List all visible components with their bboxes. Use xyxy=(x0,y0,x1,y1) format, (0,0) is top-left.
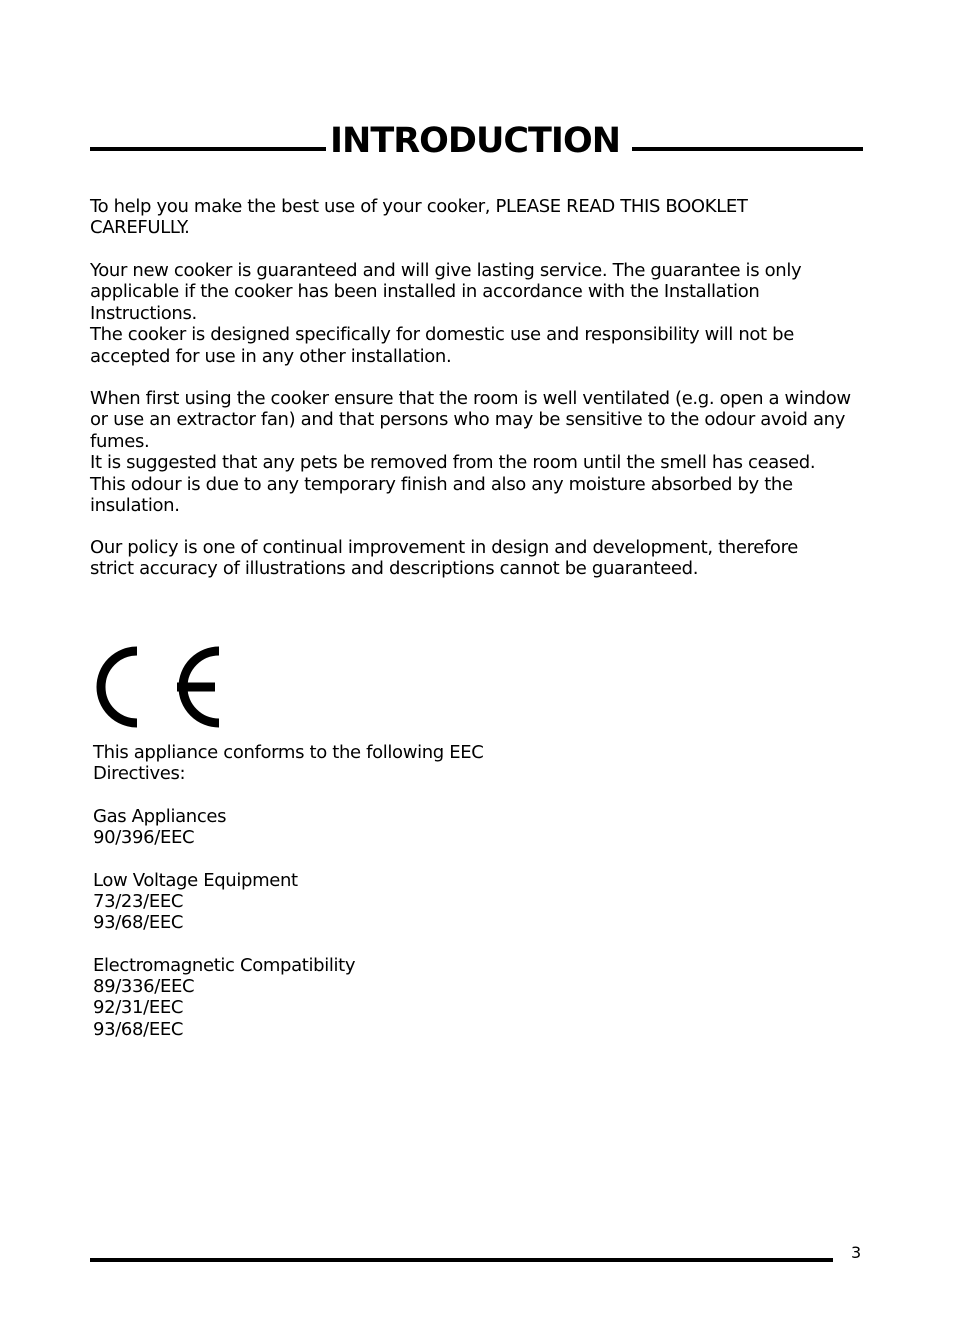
footer-rule xyxy=(90,1258,833,1262)
directive-codes: 90/396/EEC xyxy=(93,827,195,848)
intro-paragraph-guarantee: Your new cooker is guaranteed and will give lasting service. The guarantee is only applicable if the cooker has been installed in accordance with the Installation Instructions. The cooker is designed specifically for domestic use and responsibility will not be accepted for use in any other installation. xyxy=(90,260,802,367)
conformity-intro: This appliance conforms to the following EEC Directives: xyxy=(93,742,484,785)
page-number: 3 xyxy=(851,1243,862,1262)
directive-group-name: Electromagnetic Compatibility xyxy=(93,955,356,976)
directive-group-name: Gas Appliances xyxy=(93,806,227,827)
intro-paragraph-read-booklet: To help you make the best use of your cooker, PLEASE READ THIS BOOKLET CAREFULLY. xyxy=(90,196,748,239)
page-title: INTRODUCTION xyxy=(330,121,620,161)
directive-codes: 89/336/EEC 92/31/EEC 93/68/EEC xyxy=(93,976,195,1040)
title-rule-left xyxy=(90,147,326,151)
intro-paragraph-first-use: When first using the cooker ensure that the room is well ventilated (e.g. open a window or use an extractor fan) and that persons who may be sensitive to the odour avoid any fumes. It is suggested that any pets be removed from the room until the smell has ceased. This odour is due to any temporary finish and also any moisture absorbed by the insulation. xyxy=(90,388,851,517)
intro-paragraph-policy: Our policy is one of continual improvement in design and development, therefore strict accuracy of illustrations and descriptions cannot be guaranteed. xyxy=(90,537,798,580)
directive-group-name: Low Voltage Equipment xyxy=(93,870,298,891)
directive-codes: 73/23/EEC 93/68/EEC xyxy=(93,891,184,934)
ce-mark-icon xyxy=(93,643,221,731)
title-rule-right xyxy=(632,147,863,151)
